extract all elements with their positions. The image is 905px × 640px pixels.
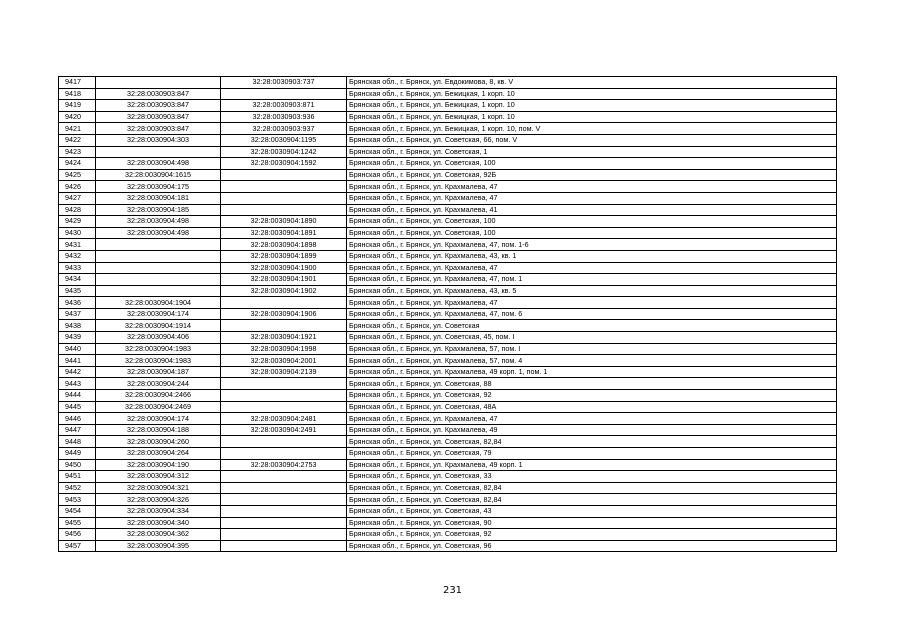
registry-table xyxy=(58,76,837,552)
table-row xyxy=(59,413,837,425)
cadastral-number-parent-cell: 32:28:0030904:334 xyxy=(96,505,221,517)
table-row xyxy=(59,216,837,228)
cadastral-number-parent-cell: 32:28:0030904:181 xyxy=(96,192,221,204)
cadastral-number-cell xyxy=(221,540,347,552)
table-row xyxy=(59,100,837,112)
row-number-cell: 9439 xyxy=(59,332,96,344)
cadastral-number-cell: 32:28:0030904:1998 xyxy=(221,343,347,355)
row-number-cell: 9447 xyxy=(59,424,96,436)
row-number-cell: 9417 xyxy=(59,77,96,89)
cadastral-number-cell: 32:28:0030904:1906 xyxy=(221,308,347,320)
cadastral-number-cell xyxy=(221,517,347,529)
registry-table-body xyxy=(59,77,837,552)
address-cell: Брянская обл., г. Брянск, ул. Советская, 66, пом. V xyxy=(347,134,837,146)
address-cell: Брянская обл., г. Брянск, ул. Крахмалева, 47, пом. 1 xyxy=(347,274,837,286)
cadastral-number-cell xyxy=(221,505,347,517)
row-number-cell: 9457 xyxy=(59,540,96,552)
cadastral-number-parent-cell: 32:28:0030904:362 xyxy=(96,529,221,541)
cadastral-number-parent-cell: 32:28:0030904:175 xyxy=(96,181,221,193)
table-row xyxy=(59,355,837,367)
address-cell: Брянская обл., г. Брянск, ул. Крахмалева, 47 xyxy=(347,181,837,193)
address-cell: Брянская обл., г. Брянск, ул. Крахмалева, 47, пом. 6 xyxy=(347,308,837,320)
table-row xyxy=(59,494,837,506)
address-cell: Брянская обл., г. Брянск, ул. Советская, 82,84 xyxy=(347,494,837,506)
table-row xyxy=(59,227,837,239)
address-cell: Брянская обл., г. Брянск, ул. Бежицкая, 1 корп. 10, пом. V xyxy=(347,123,837,135)
cadastral-number-parent-cell: 32:28:0030904:185 xyxy=(96,204,221,216)
cadastral-number-cell: 32:28:0030904:1899 xyxy=(221,250,347,262)
row-number-cell: 9456 xyxy=(59,529,96,541)
address-cell: Брянская обл., г. Брянск, ул. Крахмалева, 43, кв. 5 xyxy=(347,285,837,297)
cadastral-number-cell xyxy=(221,320,347,332)
table-row xyxy=(59,146,837,158)
row-number-cell: 9440 xyxy=(59,343,96,355)
address-cell: Брянская обл., г. Брянск, ул. Советская, 79 xyxy=(347,448,837,460)
row-number-cell: 9444 xyxy=(59,390,96,402)
address-cell: Брянская обл., г. Брянск, ул. Советская, 88 xyxy=(347,378,837,390)
address-cell: Брянская обл., г. Брянск, ул. Советская, 96 xyxy=(347,540,837,552)
row-number-cell: 9426 xyxy=(59,181,96,193)
table-row xyxy=(59,436,837,448)
row-number-cell: 9421 xyxy=(59,123,96,135)
row-number-cell: 9453 xyxy=(59,494,96,506)
cadastral-number-parent-cell: 32:28:0030904:2469 xyxy=(96,401,221,413)
cadastral-number-parent-cell: 32:28:0030904:312 xyxy=(96,471,221,483)
table-row xyxy=(59,540,837,552)
address-cell: Брянская обл., г. Брянск, ул. Советская, 92 xyxy=(347,390,837,402)
table-row xyxy=(59,77,837,89)
cadastral-number-cell: 32:28:0030904:2481 xyxy=(221,413,347,425)
row-number-cell: 9454 xyxy=(59,505,96,517)
cadastral-number-parent-cell: 32:28:0030903:847 xyxy=(96,100,221,112)
address-cell: Брянская обл., г. Брянск, ул. Советская, 92Б xyxy=(347,169,837,181)
cadastral-number-parent-cell: 32:28:0030904:1983 xyxy=(96,355,221,367)
row-number-cell: 9424 xyxy=(59,158,96,170)
cadastral-number-cell xyxy=(221,181,347,193)
row-number-cell: 9443 xyxy=(59,378,96,390)
row-number-cell: 9425 xyxy=(59,169,96,181)
cadastral-number-cell xyxy=(221,390,347,402)
cadastral-number-parent-cell xyxy=(96,146,221,158)
row-number-cell: 9432 xyxy=(59,250,96,262)
cadastral-number-cell xyxy=(221,378,347,390)
row-number-cell: 9446 xyxy=(59,413,96,425)
cadastral-number-cell: 32:28:0030903:937 xyxy=(221,123,347,135)
table-row xyxy=(59,366,837,378)
cadastral-number-cell xyxy=(221,192,347,204)
address-cell: Брянская обл., г. Брянск, ул. Крахмалева, 49 корп. 1, пом. 1 xyxy=(347,366,837,378)
row-number-cell: 9455 xyxy=(59,517,96,529)
row-number-cell: 9420 xyxy=(59,111,96,123)
row-number-cell: 9442 xyxy=(59,366,96,378)
cadastral-number-parent-cell: 32:28:0030904:321 xyxy=(96,482,221,494)
address-cell: Брянская обл., г. Брянск, ул. Крахмалева, 49 xyxy=(347,424,837,436)
cadastral-number-parent-cell: 32:28:0030904:1983 xyxy=(96,343,221,355)
cadastral-number-parent-cell: 32:28:0030904:260 xyxy=(96,436,221,448)
table-row xyxy=(59,390,837,402)
cadastral-number-cell xyxy=(221,448,347,460)
cadastral-number-cell: 32:28:0030904:1898 xyxy=(221,239,347,251)
row-number-cell: 9449 xyxy=(59,448,96,460)
table-row xyxy=(59,320,837,332)
row-number-cell: 9441 xyxy=(59,355,96,367)
cadastral-number-parent-cell: 32:28:0030904:1914 xyxy=(96,320,221,332)
table-row xyxy=(59,401,837,413)
table-row xyxy=(59,505,837,517)
cadastral-number-cell: 32:28:0030904:1901 xyxy=(221,274,347,286)
row-number-cell: 9418 xyxy=(59,88,96,100)
cadastral-number-cell: 32:28:0030903:737 xyxy=(221,77,347,89)
cadastral-number-parent-cell: 32:28:0030904:1904 xyxy=(96,297,221,309)
address-cell: Брянская обл., г. Брянск, ул. Бежицкая, 1 корп. 10 xyxy=(347,100,837,112)
address-cell: Брянская обл., г. Брянск, ул. Бежицкая, 1 корп. 10 xyxy=(347,111,837,123)
cadastral-number-cell: 32:28:0030904:1921 xyxy=(221,332,347,344)
table-row xyxy=(59,88,837,100)
cadastral-number-parent-cell: 32:28:0030904:340 xyxy=(96,517,221,529)
table-row xyxy=(59,482,837,494)
cadastral-number-parent-cell: 32:28:0030904:174 xyxy=(96,413,221,425)
address-cell: Брянская обл., г. Брянск, ул. Советская, 1 xyxy=(347,146,837,158)
row-number-cell: 9430 xyxy=(59,227,96,239)
table-row xyxy=(59,239,837,251)
cadastral-number-cell: 32:28:0030904:2753 xyxy=(221,459,347,471)
table-row xyxy=(59,308,837,320)
table-row xyxy=(59,262,837,274)
row-number-cell: 9431 xyxy=(59,239,96,251)
cadastral-number-parent-cell: 32:28:0030904:174 xyxy=(96,308,221,320)
row-number-cell: 9422 xyxy=(59,134,96,146)
row-number-cell: 9423 xyxy=(59,146,96,158)
row-number-cell: 9437 xyxy=(59,308,96,320)
table-row xyxy=(59,250,837,262)
row-number-cell: 9435 xyxy=(59,285,96,297)
table-row xyxy=(59,158,837,170)
cadastral-number-parent-cell: 32:28:0030904:326 xyxy=(96,494,221,506)
cadastral-number-parent-cell xyxy=(96,77,221,89)
cadastral-number-parent-cell xyxy=(96,239,221,251)
table-row xyxy=(59,459,837,471)
row-number-cell: 9427 xyxy=(59,192,96,204)
table-row xyxy=(59,274,837,286)
address-cell: Брянская обл., г. Брянск, ул. Советская, 82,84 xyxy=(347,436,837,448)
cadastral-number-cell: 32:28:0030904:1592 xyxy=(221,158,347,170)
address-cell: Брянская обл., г. Брянск, ул. Бежицкая, 1 корп. 10 xyxy=(347,88,837,100)
cadastral-number-parent-cell: 32:28:0030904:1615 xyxy=(96,169,221,181)
cadastral-number-parent-cell: 32:28:0030904:406 xyxy=(96,332,221,344)
address-cell: Брянская обл., г. Брянск, ул. Советская, 48А xyxy=(347,401,837,413)
address-cell: Брянская обл., г. Брянск, ул. Советская, 100 xyxy=(347,227,837,239)
address-cell: Брянская обл., г. Брянск, ул. Советская, 100 xyxy=(347,158,837,170)
table-row xyxy=(59,471,837,483)
cadastral-number-parent-cell: 32:28:0030904:187 xyxy=(96,366,221,378)
table-row xyxy=(59,285,837,297)
cadastral-number-parent-cell: 32:28:0030904:395 xyxy=(96,540,221,552)
cadastral-number-parent-cell: 32:28:0030904:264 xyxy=(96,448,221,460)
cadastral-number-parent-cell: 32:28:0030904:498 xyxy=(96,216,221,228)
table-row xyxy=(59,343,837,355)
cadastral-number-parent-cell xyxy=(96,274,221,286)
address-cell: Брянская обл., г. Брянск, ул. Советская, 43 xyxy=(347,505,837,517)
row-number-cell: 9452 xyxy=(59,482,96,494)
address-cell: Брянская обл., г. Брянск, ул. Советская, 100 xyxy=(347,216,837,228)
cadastral-number-parent-cell: 32:28:0030904:498 xyxy=(96,158,221,170)
address-cell: Брянская обл., г. Брянск, ул. Советская, 92 xyxy=(347,529,837,541)
row-number-cell: 9419 xyxy=(59,100,96,112)
cadastral-number-cell: 32:28:0030904:1902 xyxy=(221,285,347,297)
cadastral-number-cell xyxy=(221,297,347,309)
cadastral-number-cell: 32:28:0030903:936 xyxy=(221,111,347,123)
table-row xyxy=(59,332,837,344)
table-row xyxy=(59,111,837,123)
row-number-cell: 9445 xyxy=(59,401,96,413)
row-number-cell: 9450 xyxy=(59,459,96,471)
table-row xyxy=(59,297,837,309)
row-number-cell: 9448 xyxy=(59,436,96,448)
table-row xyxy=(59,517,837,529)
table-row xyxy=(59,529,837,541)
cadastral-number-cell xyxy=(221,169,347,181)
cadastral-number-cell xyxy=(221,471,347,483)
address-cell: Брянская обл., г. Брянск, ул. Крахмалева, 47 xyxy=(347,262,837,274)
cadastral-number-parent-cell: 32:28:0030903:847 xyxy=(96,88,221,100)
row-number-cell: 9451 xyxy=(59,471,96,483)
cadastral-number-cell xyxy=(221,482,347,494)
address-cell: Брянская обл., г. Брянск, ул. Крахмалева, 47 xyxy=(347,413,837,425)
address-cell: Брянская обл., г. Брянск, ул. Советская, 82,84 xyxy=(347,482,837,494)
cadastral-number-cell: 32:28:0030904:1195 xyxy=(221,134,347,146)
row-number-cell: 9433 xyxy=(59,262,96,274)
address-cell: Брянская обл., г. Брянск, ул. Советская xyxy=(347,320,837,332)
table-row xyxy=(59,204,837,216)
table-row xyxy=(59,448,837,460)
cadastral-number-cell xyxy=(221,401,347,413)
address-cell: Брянская обл., г. Брянск, ул. Крахмалева, 47 xyxy=(347,192,837,204)
cadastral-number-cell: 32:28:0030904:2139 xyxy=(221,366,347,378)
cadastral-number-cell: 32:28:0030904:2001 xyxy=(221,355,347,367)
cadastral-number-parent-cell: 32:28:0030904:188 xyxy=(96,424,221,436)
row-number-cell: 9434 xyxy=(59,274,96,286)
page-number: 231 xyxy=(442,585,463,596)
table-row xyxy=(59,192,837,204)
cadastral-number-cell: 32:28:0030904:2491 xyxy=(221,424,347,436)
cadastral-number-parent-cell: 32:28:0030904:2466 xyxy=(96,390,221,402)
address-cell: Брянская обл., г. Брянск, ул. Советская, 90 xyxy=(347,517,837,529)
address-cell: Брянская обл., г. Брянск, ул. Советская, 33 xyxy=(347,471,837,483)
table-row xyxy=(59,134,837,146)
cadastral-number-parent-cell xyxy=(96,285,221,297)
table-row xyxy=(59,181,837,193)
cadastral-number-parent-cell xyxy=(96,262,221,274)
row-number-cell: 9428 xyxy=(59,204,96,216)
cadastral-number-cell xyxy=(221,204,347,216)
row-number-cell: 9429 xyxy=(59,216,96,228)
cadastral-number-parent-cell xyxy=(96,250,221,262)
cadastral-number-cell xyxy=(221,494,347,506)
address-cell: Брянская обл., г. Брянск, ул. Крахмалева, 47, пом. 1-6 xyxy=(347,239,837,251)
cadastral-number-parent-cell: 32:28:0030904:498 xyxy=(96,227,221,239)
cadastral-number-cell: 32:28:0030904:1891 xyxy=(221,227,347,239)
cadastral-number-cell: 32:28:0030904:1900 xyxy=(221,262,347,274)
address-cell: Брянская обл., г. Брянск, ул. Крахмалева, 57, пом. 4 xyxy=(347,355,837,367)
cadastral-number-cell xyxy=(221,529,347,541)
table-row xyxy=(59,378,837,390)
cadastral-number-cell: 32:28:0030903:871 xyxy=(221,100,347,112)
cadastral-number-parent-cell: 32:28:0030904:303 xyxy=(96,134,221,146)
cadastral-number-parent-cell: 32:28:0030903:847 xyxy=(96,123,221,135)
row-number-cell: 9436 xyxy=(59,297,96,309)
address-cell: Брянская обл., г. Брянск, ул. Крахмалева, 49 корп. 1 xyxy=(347,459,837,471)
address-cell: Брянская обл., г. Брянск, ул. Крахмалева, 47 xyxy=(347,297,837,309)
cadastral-number-parent-cell: 32:28:0030904:244 xyxy=(96,378,221,390)
table-row xyxy=(59,169,837,181)
cadastral-number-parent-cell: 32:28:0030904:190 xyxy=(96,459,221,471)
address-cell: Брянская обл., г. Брянск, ул. Крахмалева, 43, кв. 1 xyxy=(347,250,837,262)
cadastral-number-parent-cell: 32:28:0030903:847 xyxy=(96,111,221,123)
address-cell: Брянская обл., г. Брянск, ул. Советская, 45, пом. I xyxy=(347,332,837,344)
address-cell: Брянская обл., г. Брянск, ул. Крахмалева, 57, пом. I xyxy=(347,343,837,355)
cadastral-number-cell xyxy=(221,436,347,448)
address-cell: Брянская обл., г. Брянск, ул. Крахмалева, 41 xyxy=(347,204,837,216)
cadastral-number-cell: 32:28:0030904:1242 xyxy=(221,146,347,158)
row-number-cell: 9438 xyxy=(59,320,96,332)
address-cell: Брянская обл., г. Брянск, ул. Евдокимова, 8, кв. V xyxy=(347,77,837,89)
cadastral-number-cell xyxy=(221,88,347,100)
table-row xyxy=(59,424,837,436)
cadastral-number-cell: 32:28:0030904:1890 xyxy=(221,216,347,228)
table-row xyxy=(59,123,837,135)
